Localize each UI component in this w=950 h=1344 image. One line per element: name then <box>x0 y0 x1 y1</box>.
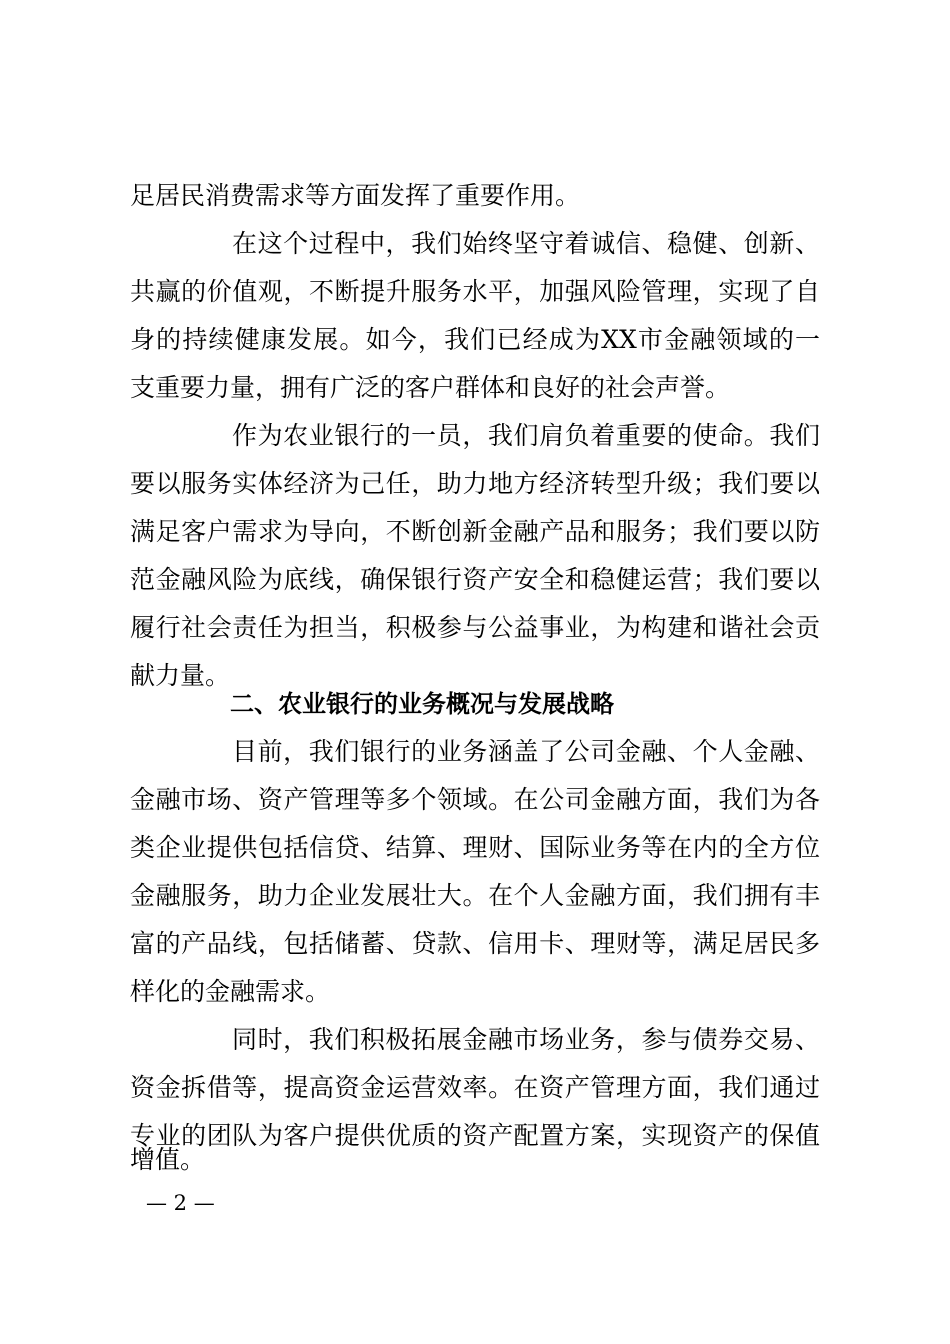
paragraph-line: 增值。 <box>130 1145 206 1174</box>
paragraph-line: 作为农业银行的一员，我们肩负着重要的使命。我们 <box>232 421 820 450</box>
paragraph-line: 身的持续健康发展。如今，我们已经成为XX市金融领域的一 <box>130 325 820 354</box>
paragraph-line: 金融服务，助力企业发展壮大。在个人金融方面，我们拥有丰 <box>130 881 820 910</box>
paragraph-line: 足居民消费需求等方面发挥了重要作用。 <box>130 181 581 210</box>
paragraph-line: 金融市场、资产管理等多个领域。在公司金融方面，我们为各 <box>130 785 820 814</box>
paragraph-line: 共赢的价值观，不断提升服务水平，加强风险管理，实现了自 <box>130 277 820 306</box>
section-heading: 二、农业银行的业务概况与发展战略 <box>230 690 614 718</box>
paragraph-line: 专业的团队为客户提供优质的资产配置方案，实现资产的保值 <box>130 1121 820 1150</box>
paragraph-line: 富的产品线，包括储蓄、贷款、信用卡、理财等，满足居民多 <box>130 929 820 958</box>
paragraph-line: 献力量。 <box>130 661 231 690</box>
paragraph-line: 目前，我们银行的业务涵盖了公司金融、个人金融、 <box>232 737 820 766</box>
paragraph-line: 同时，我们积极拓展金融市场业务，参与债券交易、 <box>232 1025 820 1054</box>
paragraph-line: 支重要力量，拥有广泛的客户群体和良好的社会声誉。 <box>130 373 731 402</box>
paragraph-line: 类企业提供包括信贷、结算、理财、国际业务等在内的全方位 <box>130 833 820 862</box>
paragraph-line: 范金融风险为底线，确保银行资产安全和稳健运营；我们要以 <box>130 565 820 594</box>
paragraph-line: 资金拆借等，提高资金运营效率。在资产管理方面，我们通过 <box>130 1073 820 1102</box>
paragraph-line: 在这个过程中，我们始终坚守着诚信、稳健、创新、 <box>232 229 820 258</box>
page-number: — 2 — <box>146 1191 215 1215</box>
paragraph-line: 要以服务实体经济为己任，助力地方经济转型升级；我们要以 <box>130 469 820 498</box>
paragraph-line: 满足客户需求为导向，不断创新金融产品和服务；我们要以防 <box>130 517 820 546</box>
paragraph-line: 履行社会责任为担当，积极参与公益事业，为构建和谐社会贡 <box>130 613 820 642</box>
paragraph-line: 样化的金融需求。 <box>130 977 331 1006</box>
